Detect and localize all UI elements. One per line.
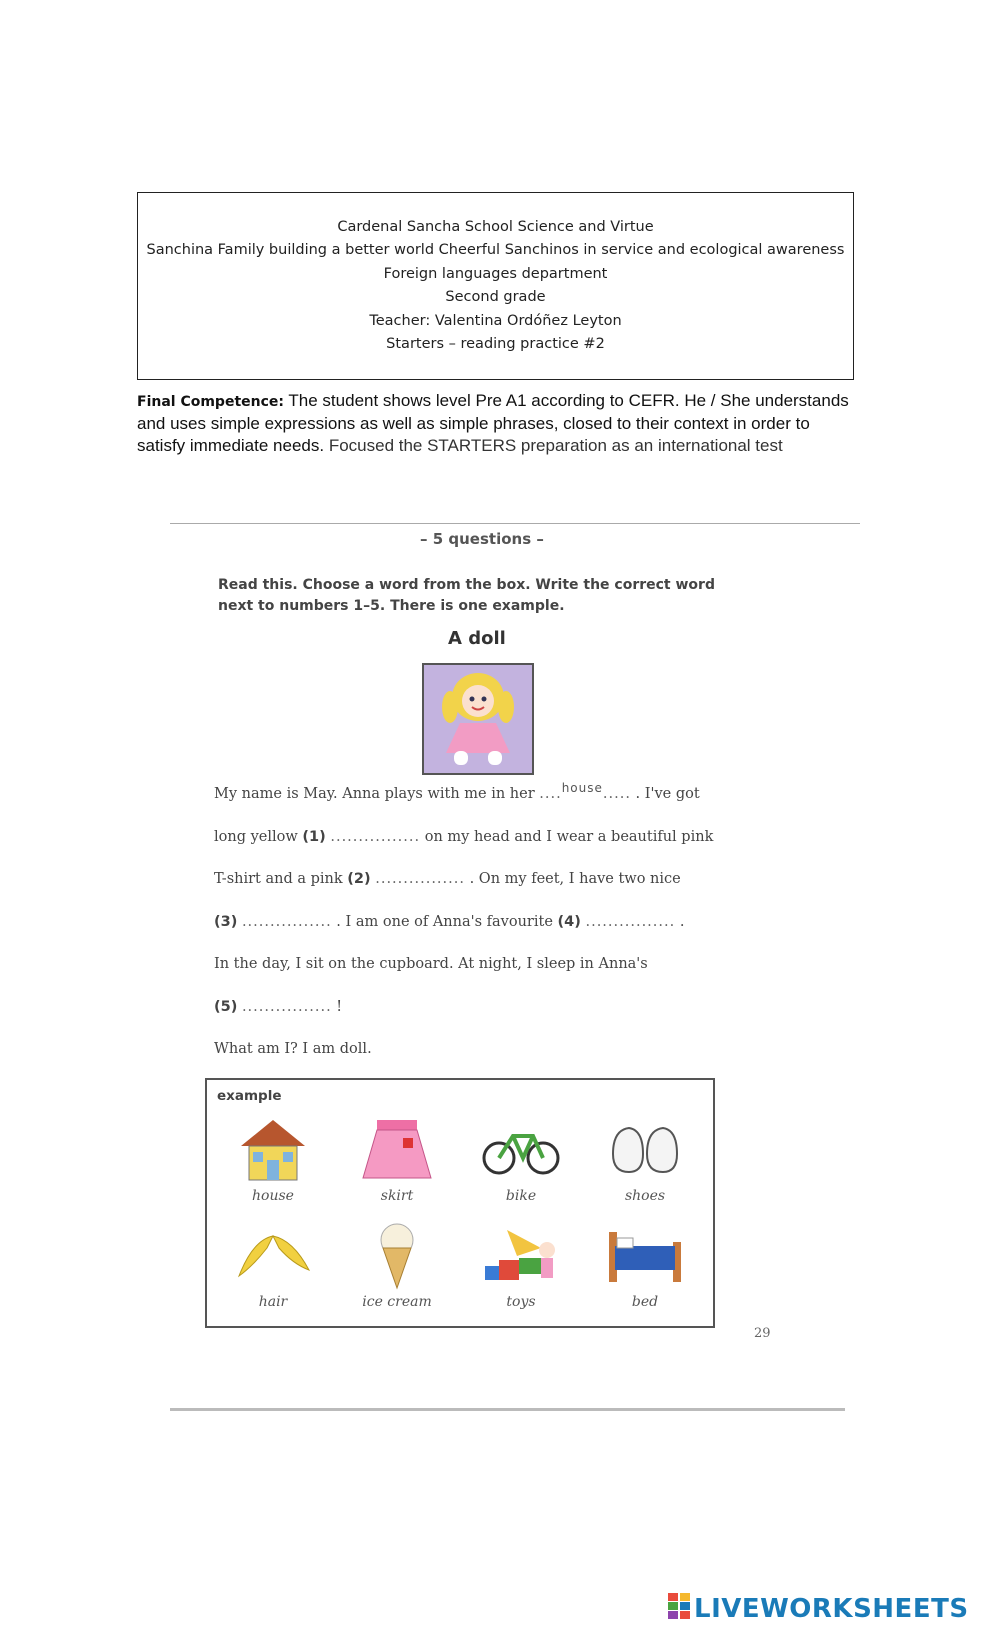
story-text-6b: ! bbox=[331, 998, 343, 1015]
doll-icon bbox=[424, 665, 532, 773]
word-label-house: house bbox=[252, 1188, 294, 1204]
ice-cream-icon bbox=[357, 1220, 437, 1292]
word-hair bbox=[213, 1220, 333, 1320]
school-header-box bbox=[137, 192, 854, 380]
word-shoes bbox=[585, 1114, 705, 1214]
answer-blank-2[interactable]: ................ bbox=[375, 871, 465, 887]
question-number-5: (5) bbox=[214, 998, 238, 1015]
answer-blank-3[interactable]: ................ bbox=[241, 913, 332, 930]
hair-icon bbox=[233, 1220, 313, 1292]
header-line-grade: Second grade bbox=[445, 289, 546, 305]
story-text-1b: . I've got bbox=[630, 786, 700, 802]
bike-icon bbox=[481, 1114, 561, 1186]
toys-icon bbox=[481, 1220, 561, 1292]
example-blank: ....$^{house}$..... bbox=[539, 781, 631, 802]
word-label-ice-cream: ice cream bbox=[362, 1294, 432, 1310]
word-toys bbox=[461, 1220, 581, 1320]
word-box bbox=[205, 1078, 715, 1328]
word-ice-cream bbox=[337, 1220, 457, 1320]
word-bike bbox=[461, 1114, 581, 1214]
story-text-3b: . On my feet, I have two nice bbox=[464, 871, 681, 887]
liveworksheets-logo[interactable] bbox=[668, 1593, 969, 1624]
story-line-2 bbox=[214, 829, 734, 872]
bed-icon bbox=[605, 1220, 685, 1292]
question-number-2: (2) bbox=[347, 871, 371, 887]
header-line-practice: Starters – reading practice #2 bbox=[386, 336, 605, 352]
bottom-divider bbox=[170, 1408, 845, 1411]
answer-blank-5[interactable]: ................ bbox=[241, 998, 332, 1015]
story-text-4b: . bbox=[675, 913, 685, 930]
word-skirt bbox=[337, 1114, 457, 1214]
word-box-example-label: example bbox=[217, 1088, 282, 1104]
question-number-3: (3) bbox=[214, 913, 238, 930]
liveworksheets-logo-text: LIVEWORKSHEETS bbox=[694, 1593, 969, 1624]
instructions: Read this. Choose a word from the box. Write the correct word next to numbers 1–5. There is one example. bbox=[218, 577, 715, 614]
story-text-2b: on my head and I wear a beautiful pink bbox=[420, 828, 714, 845]
story-line-1 bbox=[214, 781, 734, 829]
example-answer: house bbox=[561, 781, 603, 795]
skirt-icon bbox=[357, 1114, 437, 1186]
header-line-motto: Sanchina Family building a better world Cheerful Sanchinos in service and ecological awareness bbox=[146, 242, 845, 258]
story-line-4 bbox=[214, 914, 734, 957]
story-line-3 bbox=[214, 871, 734, 914]
competence-text: The student shows level Pre A1 according to CEFR. He / She understands and uses simple expressions as well as simple phrases, closed to their context in order to satisfy immediate needs. bbox=[137, 391, 849, 455]
top-divider bbox=[170, 523, 860, 524]
story-text-2a: long yellow bbox=[214, 828, 303, 845]
word-label-hair: hair bbox=[258, 1294, 288, 1310]
question-number-4: (4) bbox=[557, 913, 581, 930]
worksheet-title: A doll bbox=[448, 628, 506, 649]
header-line-school: Cardenal Sancha School Science and Virtue bbox=[337, 218, 654, 235]
page-number: 29 bbox=[754, 1326, 771, 1341]
word-bed bbox=[585, 1220, 705, 1320]
question-number-1: (1) bbox=[302, 828, 326, 845]
story-text bbox=[214, 781, 734, 1084]
word-label-skirt: skirt bbox=[380, 1188, 414, 1204]
question-count: – 5 questions – bbox=[420, 530, 544, 548]
word-label-bike: bike bbox=[505, 1188, 537, 1204]
story-text-1a: My name is May. Anna plays with me in her bbox=[214, 786, 540, 802]
story-text-4a: . I am one of Anna's favourite bbox=[331, 913, 558, 930]
competence-focus: Focused the STARTERS preparation as an international test bbox=[324, 436, 783, 455]
word-house bbox=[213, 1114, 333, 1214]
story-line-6 bbox=[214, 999, 734, 1042]
story-line-5: In the day, I sit on the cupboard. At night, I sleep in Anna's bbox=[214, 956, 648, 972]
doll-picture bbox=[422, 663, 534, 775]
story-text-3a: T-shirt and a pink bbox=[214, 871, 348, 887]
word-label-shoes: shoes bbox=[624, 1188, 666, 1204]
final-competence-paragraph bbox=[137, 390, 857, 457]
competence-label: Final Competence: bbox=[137, 394, 284, 410]
scanned-worksheet bbox=[170, 518, 860, 1418]
answer-blank-1[interactable]: ................ bbox=[330, 828, 421, 845]
answer-blank-4[interactable]: ................ bbox=[585, 913, 676, 930]
liveworksheets-logo-icon bbox=[668, 1593, 690, 1624]
word-label-bed: bed bbox=[631, 1294, 659, 1310]
header-line-teacher: Teacher: Valentina Ordóñez Leyton bbox=[369, 312, 622, 329]
header-line-department: Foreign languages department bbox=[383, 265, 608, 282]
story-line-7: What am I? I am doll. bbox=[214, 1041, 372, 1057]
house-icon bbox=[233, 1114, 313, 1186]
word-label-toys: toys bbox=[506, 1294, 536, 1310]
shoes-icon bbox=[605, 1114, 685, 1186]
